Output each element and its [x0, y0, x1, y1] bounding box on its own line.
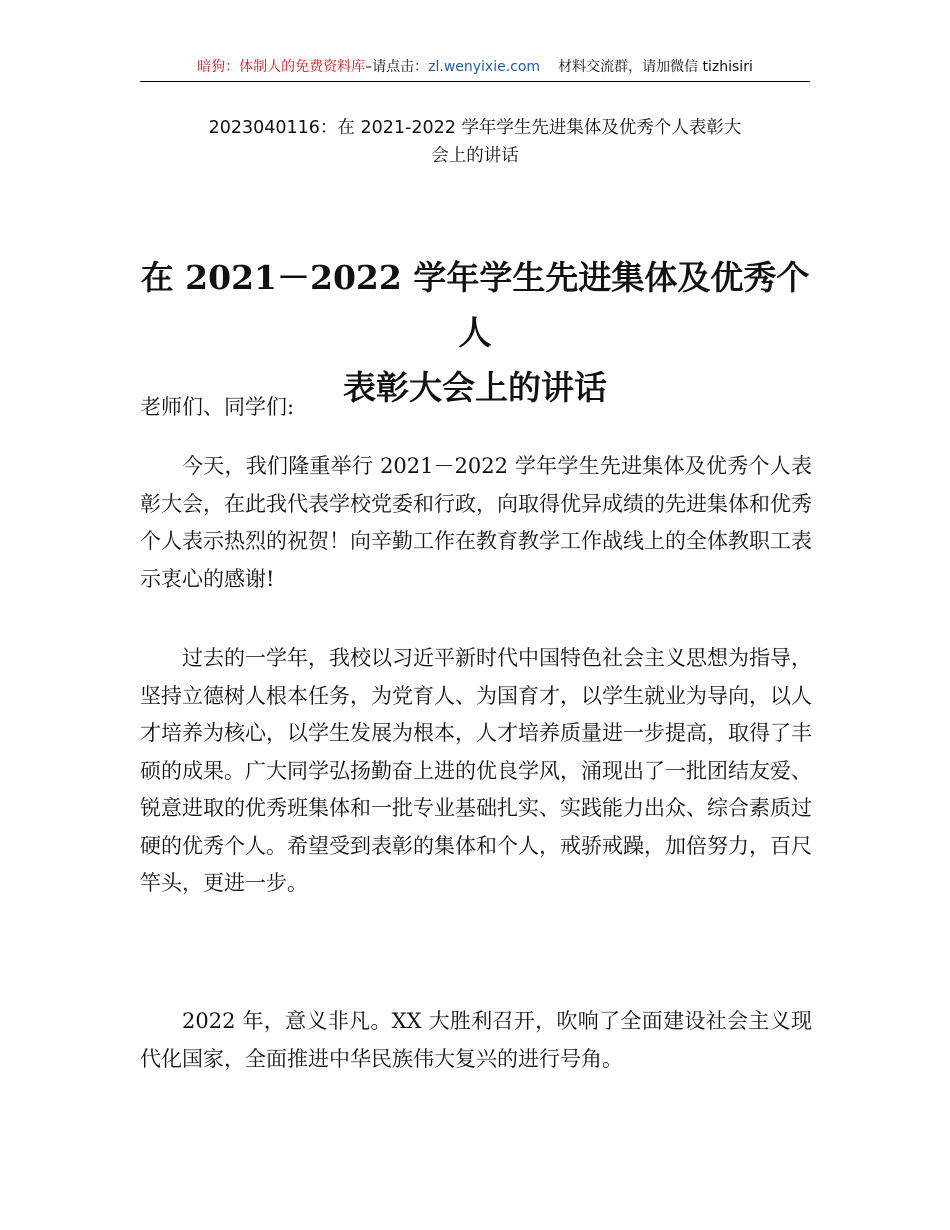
body-paragraph-3: 2022 年，意义非凡。XX 大胜利召开，吹响了全面建设社会主义现代化国家，全面推进中华民族伟大复兴的进行号角。: [140, 1009, 812, 1071]
body-paragraph-1: 今天，我们隆重举行 2021－2022 学年学生先进集体及优秀个人表彰大会，在此我代表学校党委和行政，向取得优异成绩的先进集体和优秀个人表示热烈的祝贺！向辛勤工作在教育教学工作战线上的全体教职工表示衷心的感谢!: [140, 454, 812, 591]
document-id-line-2: 会上的讲话: [431, 146, 519, 166]
body-paragraph-2: 过去的一学年，我校以习近平新时代中国特色社会主义思想为指导，坚持立德树人根本任务，为党育人、为国育才，以学生就业为导向，以人才培养为核心，以学生发展为根本，人才培养质量进一步提高，取得了丰硕的成果。广大同学弘扬勤奋上进的优良学风，涌现出了一批团结友爱、锐意进取的优秀班集体和一批专业基础扎实、实践能力出众、综合素质过硬的优秀个人。希望受到表彰的集体和个人，戒骄戒躁，加倍努力，百尺竿头，更进一步。: [140, 646, 812, 895]
document-id-line-1: 2023040116：在 2021-2022 学年学生先进集体及优秀个人表彰大: [208, 118, 742, 138]
header-brand-text: 暗狗：体制人的免费资料库: [197, 59, 366, 75]
page-title-line-2: 表彰大会上的讲话: [343, 368, 607, 407]
document-id-heading: [140, 114, 810, 170]
salutation: 老师们、同学们:: [140, 395, 295, 419]
header-url-link[interactable]: zl.wenyixie.com: [428, 59, 541, 75]
header-prompt-text: –请点击：: [365, 59, 429, 75]
header-contact-text: 材料交流群，请加微信 tizhisiri: [558, 59, 753, 75]
page-header: [140, 56, 810, 82]
page-title-line-1: 在 2021－2022 学年学生先进集体及优秀个人: [140, 258, 810, 352]
